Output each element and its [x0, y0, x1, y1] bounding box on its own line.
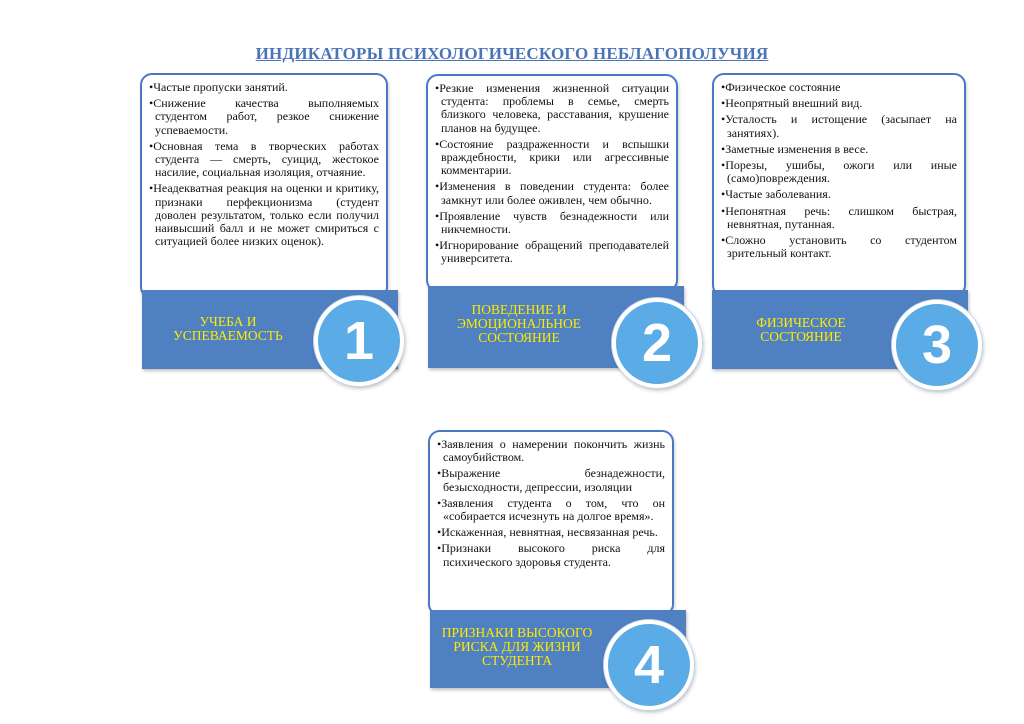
- card-3-text-box: [712, 73, 966, 297]
- list-item: • Усталость и истощение (засыпает на занятиях).: [721, 113, 957, 139]
- card-3-category-label: ФИЗИЧЕСКОЕ СОСТОЯНИЕ: [756, 315, 846, 344]
- card-4-category-label: ПРИЗНАКИ ВЫСОКОГО РИСКА ДЛЯ ЖИЗНИ СТУДЕНТА: [441, 625, 593, 668]
- list-item: • Неопрятный внешний вид.: [721, 97, 957, 110]
- list-item: • Физическое состояние: [721, 81, 957, 94]
- list-item: • Основная тема в творческих работах студента — смерть, суицид, жестокое насилие, социальная изоляция, отчаяние.: [149, 140, 379, 180]
- list-item: • Состояние раздраженности и вспышки враждебности, крики или агрессивные комментарии.: [435, 138, 669, 178]
- list-item: • Резкие изменения жизненной ситуации студента: проблемы в семье, смерть близкого человека, расставания, крушение планов на будущее.: [435, 82, 669, 135]
- list-item: • Порезы, ушибы, ожоги или иные (само)повреждения.: [721, 159, 957, 185]
- list-item: • Признаки высокого риска для психического здоровья студента.: [437, 542, 665, 568]
- card-1-item-list: [142, 75, 386, 248]
- card-3-item-list: [714, 75, 964, 260]
- list-item: • Снижение качества выполняемых студентом работ, резкое снижение успеваемости.: [149, 97, 379, 137]
- card-4-number-badge: 4: [604, 620, 694, 710]
- list-item: • Частые заболевания.: [721, 188, 957, 201]
- card-4-item-list: [430, 432, 672, 569]
- list-item: • Проявление чувств безнадежности или никчемности.: [435, 210, 669, 236]
- list-item: • Игнорирование обращений преподавателей университета.: [435, 239, 669, 265]
- list-item: • Изменения в поведении студента: более замкнут или более оживлен, чем обычно.: [435, 180, 669, 206]
- list-item: • Заметные изменения в весе.: [721, 143, 957, 156]
- card-3-number-badge: 3: [892, 300, 982, 390]
- list-item: • Заявления о намерении покончить жизнь самоубийством.: [437, 438, 665, 464]
- card-1-text-box: [140, 73, 388, 299]
- card-2-item-list: [428, 76, 676, 266]
- list-item: • Выражение безнадежности, безысходности, депрессии, изоляции: [437, 467, 665, 493]
- list-item: • Искаженная, невнятная, несвязанная речь.: [437, 526, 665, 539]
- card-1-number-badge: 1: [314, 296, 404, 386]
- card-2-text-box: [426, 74, 678, 292]
- card-2-category-label: ПОВЕДЕНИЕ И ЭМОЦИОНАЛЬНОЕ СОСТОЯНИЕ: [456, 302, 582, 345]
- list-item: • Непонятная речь: слишком быстрая, невнятная, путанная.: [721, 205, 957, 231]
- page-title: ИНДИКАТОРЫ ПСИХОЛОГИЧЕСКОГО НЕБЛАГОПОЛУЧИЯ: [255, 44, 769, 63]
- list-item: • Сложно установить со студентом зрительный контакт.: [721, 234, 957, 260]
- list-item: • Неадекватная реакция на оценки и критику, признаки перфекционизма (студент доволен результатом, только если получил наивысший балл и не может смириться с ситуацией более низких оценок).: [149, 182, 379, 248]
- list-item: • Заявления студента о том, что он «собирается исчезнуть на долгое время».: [437, 497, 665, 523]
- card-4-text-box: [428, 430, 674, 616]
- list-item: • Частые пропуски занятий.: [149, 81, 379, 94]
- card-1-category-label: УЧЕБА И УСПЕВАЕМОСТЬ: [173, 314, 283, 343]
- card-2-number-badge: 2: [612, 298, 702, 388]
